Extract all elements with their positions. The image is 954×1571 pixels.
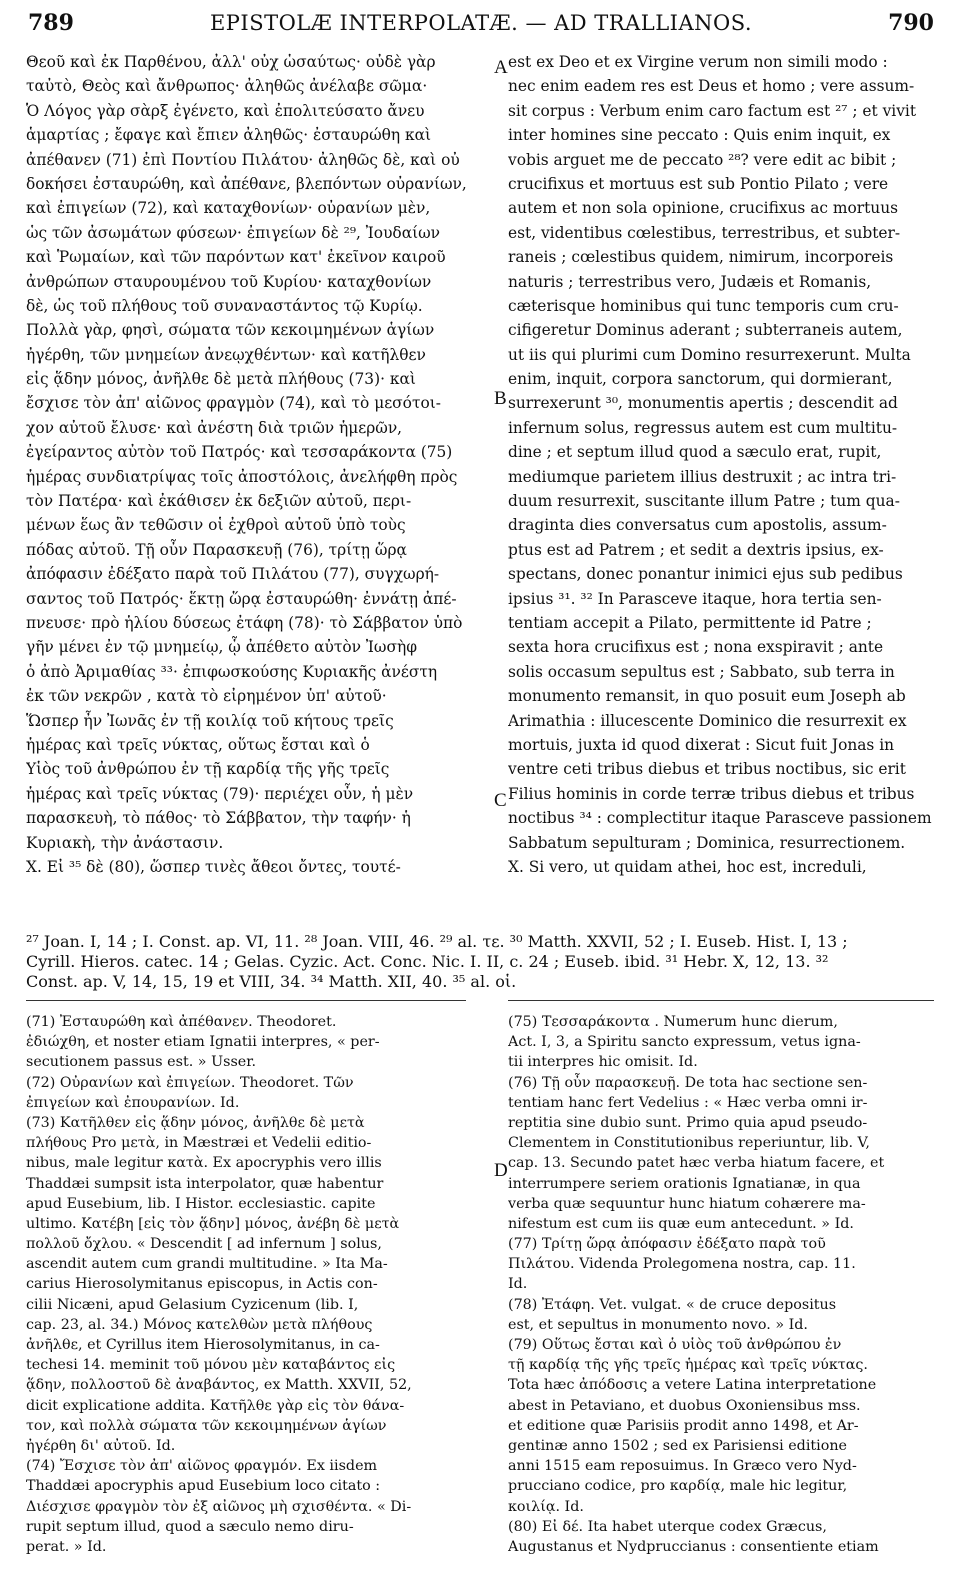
latin-text-line: ptus est ad Patrem ; et sedit a dextris ipsius, ex- — [508, 540, 884, 559]
latin-text-line: enim, inquit, corpora sanctorum, qui dormierant, — [508, 370, 893, 389]
latin-text-line: surrexerunt ³⁰, monumentis apertis ; descendit ad — [508, 394, 898, 413]
greek-text-line: ἠγέρθη, τῶν μνημείων ἀνεῳχθέντων· καὶ κατῆλθεν — [26, 345, 426, 364]
note-line: tii interpres hic omisit. Id. — [508, 1054, 698, 1071]
greek-text-line: ἀπέθανεν (71) ἐπὶ Ποντίου Πιλάτου· ἀληθῶς δὲ, καὶ οὐ — [26, 150, 460, 169]
notes-left-column — [26, 1012, 466, 1557]
latin-text-line: sit corpus : Verbum enim caro factum est ²⁷ ; et vivit — [508, 101, 917, 120]
note-line: τῇ καρδίᾳ τῆς γῆς τρεῖς ἡμέρας καὶ τρεῖς νύκτας. — [508, 1357, 868, 1374]
note-line: cilii Nicæni, apud Gelasium Cyzicenum (lib. I, — [26, 1296, 359, 1313]
greek-text-column — [26, 50, 491, 879]
latin-text-line: spectans, donec ponantur inimici ejus sub pedibus — [508, 565, 903, 584]
note-line: cap. 23, al. 34.) Μόνος κατελθὼν μετὰ πλήθους — [26, 1316, 373, 1333]
note-line: cap. 13. Secundo patet hæc verba hiatum facere, et — [508, 1155, 885, 1172]
latin-text-line: est ex Deo et ex Virgine verum non simili modo : — [508, 53, 888, 71]
note-line: (74) Ἔσχισε τὸν ἀπ' αἰῶνος φραγμόν. Ex iisdem — [26, 1458, 378, 1475]
left-page-number: 789 — [28, 10, 74, 36]
note-line: πολλοῦ ὄχλου. « Descendit [ ad infernum ] solus, — [26, 1236, 382, 1253]
note-line: nifestum est cum iis quæ eum antecedunt. » Id. — [508, 1215, 854, 1232]
latin-text-line: est, videntibus cœlestibus, terrestribus, et subter- — [508, 223, 901, 242]
greek-text-line: γῆν μένει ἐν τῷ μνημείῳ, ᾧ ἀπέθετο αὐτὸν Ἰωσὴφ — [26, 638, 417, 657]
note-line: nibus, male legitur κατὰ. Ex apocryphis vero illis — [26, 1155, 382, 1172]
greek-text-line: παρασκευὴ, τὸ πάθος· τὸ Σάββατον, τὴν ταφήν· ἡ — [26, 809, 411, 828]
note-line: τον, καὶ πολλὰ σώματα τῶν κεκοιμημένων ἁγίων — [26, 1417, 387, 1434]
note-line: interrumpere seriem orationis Ignatianæ, in qua — [508, 1175, 861, 1192]
note-line: πλήθους Pro μετὰ, in Mæstræi et Vedelii editio- — [26, 1135, 372, 1152]
note-line: est, et sepultus in monumento novo. » Id. — [508, 1316, 808, 1333]
greek-text-line: ἡμέρας συνδιατρίψας τοῖς ἀποστόλοις, ἀνελήφθη πρὸς — [26, 467, 458, 486]
note-line: Augustanus et Nydpruccianus : consentiente etiam — [508, 1538, 879, 1555]
latin-text-line: raneis ; cœlestibus quidem, nimirum, incorporeis — [508, 248, 894, 267]
note-line: tentiam hanc fert Vedelius : « Hæc verba omni ir- — [508, 1094, 868, 1111]
greek-text-line: ὁ ἀπὸ Ἀριμαθίας ³³· ἐπιφωσκούσης Κυριακῆς ἀνέστη — [26, 662, 438, 681]
footnote-line: Cyrill. Hieros. catec. 14 ; Gelas. Cyzic. Act. Conc. Nic. I. II, c. 24 ; Euseb. ibid. ³¹ Hebr. X, 12, 13. ³² — [26, 952, 829, 971]
latin-text-line: infernum solus, regressus autem est cum multitu- — [508, 418, 898, 437]
greek-text-line: ταὐτὸ, Θεὸς καὶ ἄνθρωπος· ἀληθῶς ἀνέλαβε σῶμα· — [26, 77, 428, 96]
latin-text-line: dine ; et septum illud quod a sæculo erat, rupit, — [508, 443, 882, 462]
notes-right-column — [508, 1012, 934, 1557]
latin-text-line: ipsius ³¹. ³² In Parasceve itaque, hora tertia sen- — [508, 589, 882, 608]
greek-text-line: ὡς τῶν ἀσωμάτων φύσεων· ἐπιγείων δὲ ²⁹, Ἰουδαίων — [26, 223, 441, 242]
note-line: dicit explicatione addita. Κατῆλθε γὰρ εἰς τὸν θάνα- — [26, 1397, 405, 1414]
section-marker-a: A — [494, 57, 508, 78]
latin-text-line: monumento remansit, in quo posuit eum Joseph ab — [508, 687, 906, 706]
latin-text-line: vobis arguet me de peccato ²⁸? vere edit ac bibit ; — [508, 150, 897, 169]
greek-text-line: σαντος τοῦ Πατρός· ἕκτῃ ὥρᾳ ἐσταυρώθη· ἐννάτῃ ἀπέ- — [26, 589, 457, 608]
note-line: apud Eusebium, lib. I Histor. ecclesiastic. capite — [26, 1195, 376, 1212]
latin-text-line: mediumque parietem illius destruxit ; ac intra tri- — [508, 467, 897, 486]
notes-divider-left — [26, 1000, 466, 1001]
greek-text-line: Κυριακὴ, τὴν ἀνάστασιν. — [26, 833, 224, 852]
greek-text-line: X. Εἰ ³⁵ δὲ (80), ὥσπερ τινὲς ἄθεοι ὄντες, τουτέ- — [26, 857, 401, 876]
greek-text-line: ἀνθρώπων σταυρουμένου τοῦ Κυρίου· καταχθονίων — [26, 272, 432, 291]
note-line: (76) Τῇ οὖν παρασκευῇ. De tota hac sectione sen- — [508, 1074, 868, 1091]
greek-text-line: Ὥσπερ ἦν Ἰωνᾶς ἐν τῇ κοιλίᾳ τοῦ κήτους τρεῖς — [26, 711, 394, 730]
note-line: et editione quæ Parisiis prodit anno 1498, et Ar- — [508, 1417, 859, 1434]
note-line: ἠγέρθη δι' αὐτοῦ. Id. — [26, 1437, 176, 1454]
greek-text-line: ἁμαρτίας ; ἔφαγε καὶ ἔπιεν ἀληθῶς· ἐσταυρώθη καὶ — [26, 126, 432, 145]
section-marker-c: C — [494, 790, 507, 811]
note-line: ἐπιγείων καὶ ἐπουρανίων. Id. — [26, 1094, 240, 1111]
note-line: (77) Τρίτῃ ὥρᾳ ἀπόφασιν ἐδέξατο παρὰ τοῦ — [508, 1236, 826, 1253]
right-page-number: 790 — [888, 10, 934, 36]
latin-text-column — [508, 50, 934, 879]
latin-text-line: ventre ceti tribus diebus et tribus noctibus, sic erit — [508, 760, 906, 779]
note-line: Πιλάτου. Videnda Prolegomena nostra, cap. 11. — [508, 1256, 856, 1273]
greek-text-line: ἐγείραντος αὐτὸν τοῦ Πατρός· καὶ τεσσαράκοντα (75) — [26, 443, 453, 462]
greek-text-line: μένων ἕως ἂν τεθῶσιν οἱ ἐχθροὶ αὐτοῦ ὑπὸ τοὺς — [26, 516, 406, 535]
greek-text-line: Ὁ Λόγος γὰρ σὰρξ ἐγένετο, καὶ ἐπολιτεύσατο ἄνευ — [26, 101, 425, 120]
footnotes — [26, 932, 934, 992]
latin-text-line: naturis ; terrestribus vero, Judæis et Romanis, — [508, 272, 872, 291]
latin-text-line: ut iis qui plurimi cum Domino resurrexerunt. Multa — [508, 345, 911, 364]
note-line: Διέσχισε φραγμὸν τὸν ἐξ αἰῶνος μὴ σχισθέντα. « Di- — [26, 1498, 412, 1515]
latin-text-line: cæterisque hominibus qui tunc temporis cum cru- — [508, 296, 899, 315]
note-line: Id. — [508, 1276, 528, 1293]
note-line: ᾅδην, πολλοστοῦ δὲ ἀναβάντος, ex Matth. XXVII, 52, — [26, 1377, 412, 1394]
running-header — [28, 10, 934, 40]
latin-text-line: Filius hominis in corde terræ tribus diebus et tribus — [508, 784, 915, 803]
section-marker-b: B — [494, 388, 507, 409]
latin-text-line: Sabbatum sepulturam ; Dominica, resurrectionem. — [508, 833, 906, 852]
note-line: ultimo. Κατέβη [εἰς τὸν ᾅδην] μόνος, ἀνέβη δὲ μετὰ — [26, 1215, 400, 1232]
latin-text-line: noctibus ³⁴ : complectitur itaque Parasceve passionem — [508, 809, 932, 828]
greek-text-line: ἡμέρας καὶ τρεῖς νύκτας, οὕτως ἔσται καὶ ὁ — [26, 735, 370, 754]
note-line: κοιλίᾳ. Id. — [508, 1498, 584, 1515]
note-line: secutionem passus est. » Usser. — [26, 1054, 257, 1071]
greek-text-line: ἡμέρας καὶ τρεῖς νύκτας (79)· περιέχει οὖν, ἡ μὲν — [26, 784, 414, 803]
greek-text-line: Πολλὰ γὰρ, φησὶ, σώματα τῶν κεκοιμημένων ἁγίων — [26, 321, 435, 340]
greek-text-line: ἔσχισε τὸν ἀπ' αἰῶνος φραγμὸν (74), καὶ τὸ μεσότοι- — [26, 394, 441, 413]
latin-text-line: X. Si vero, ut quidam athei, hoc est, increduli, — [508, 857, 867, 876]
greek-text-line: πόδας αὐτοῦ. Τῇ οὖν Παρασκευῇ (76), τρίτῃ ὥρᾳ — [26, 540, 407, 559]
note-line: abest in Petaviano, et duobus Oxoniensibus mss. — [508, 1397, 861, 1414]
greek-text-line: καὶ ἐπιγείων (72), καὶ καταχθονίων· οὐρανίων μὲν, — [26, 199, 431, 218]
greek-text-line: τὸν Πατέρα· καὶ ἐκάθισεν ἐκ δεξιῶν αὐτοῦ, περι- — [26, 492, 412, 511]
note-line: (71) Ἐσταυρώθη καὶ ἀπέθανεν. Theodoret. — [26, 1014, 337, 1030]
note-line: gentinæ anno 1502 ; sed ex Parisiensi editione — [508, 1437, 847, 1454]
latin-text-line: mortuis, juxta id quod dixerat : Sicut fuit Jonas in — [508, 735, 895, 754]
latin-text-line: inter homines sine peccato : Quis enim inquit, ex — [508, 126, 891, 145]
latin-text-line: sexta hora crucifixus est ; nona exspiravit ; ante — [508, 638, 884, 657]
note-line: ἐδιώχθη, et noster etiam Ignatii interpres, « per- — [26, 1034, 380, 1051]
note-line: Clementem in Constitutionibus reperiuntur, lib. V, — [508, 1135, 870, 1152]
greek-text-line: ἀπόφασιν ἐδέξατο παρὰ τοῦ Πιλάτου (77), συγχωρή- — [26, 565, 440, 584]
latin-text-line: Arimathia : illucescente Dominico die resurrexit ex — [508, 711, 907, 730]
greek-text-line: δὲ, ὡς τοῦ πλήθους τοῦ συναναστάντος τῷ Κυρίῳ. — [26, 296, 423, 315]
note-line: (79) Οὕτως ἔσται καὶ ὁ υἱὸς τοῦ ἀνθρώπου ἐν — [508, 1337, 842, 1353]
greek-text-line: χον αὐτοῦ ἔλυσε· καὶ ἀνέστη διὰ τριῶν ἡμερῶν, — [26, 418, 403, 437]
note-line: (73) Κατῆλθεν εἰς ᾅδην μόνος, ἀνῆλθε δὲ μετὰ — [26, 1114, 365, 1131]
latin-text-line: autem et non sola opinione, crucifixus ac mortuus — [508, 199, 899, 218]
note-line: Tota hæc ἀπόδοσις a vetere Latina interpretatione — [508, 1377, 877, 1394]
latin-text-line: nec enim eadem res est Deus et homo ; vere assum- — [508, 77, 915, 96]
section-marker-d: D — [494, 1160, 508, 1181]
footnote-line: ²⁷ Joan. I, 14 ; I. Const. ap. VI, 11. ²⁸ Joan. VIII, 46. ²⁹ al. τε. ³⁰ Matth. XXVII, 52 ; I. Euseb. Hist. I, 13 ; — [26, 932, 848, 951]
note-line: carius Hierosolymitanus episcopus, in Actis con- — [26, 1276, 378, 1293]
latin-text-line: cifigeretur Dominus aderant ; subterraneis autem, — [508, 321, 903, 340]
latin-text-line: solis occasum sepultus est ; Sabbato, sub terra in — [508, 662, 895, 681]
latin-text-line: draginta dies conversatus cum apostolis, assum- — [508, 516, 887, 535]
note-line: ἀνῆλθε, et Cyrillus item Hierosolymitanus, in ca- — [26, 1337, 380, 1353]
greek-text-line: δοκήσει ἐσταυρώθη, καὶ ἀπέθανε, βλεπόντων οὐρανίων, — [26, 174, 467, 193]
note-line: Act. I, 3, a Spiritu sancto expressum, vetus igna- — [508, 1034, 861, 1051]
note-line: Thaddæi sumpsit ista interpolator, quæ habentur — [26, 1175, 384, 1192]
greek-text-line: Υἱὸς τοῦ ἀνθρώπου ἐν τῇ καρδίᾳ τῆς γῆς τρεῖς — [26, 760, 390, 779]
footnote-line: Const. ap. V, 14, 15, 19 et VIII, 34. ³⁴ Matth. XII, 40. ³⁵ al. οἱ. — [26, 972, 517, 991]
note-line: (78) Ἐτάφη. Vet. vulgat. « de cruce depositus — [508, 1296, 837, 1313]
greek-text-line: εἰς ᾅδην μόνος, ἀνῆλθε δὲ μετὰ πλήθους (73)· καὶ — [26, 370, 416, 389]
greek-text-line: πνευσε· πρὸ ἡλίου δύσεως ἐτάφη (78)· τὸ Σάββατον ὑπὸ — [26, 613, 463, 632]
note-line: (72) Οὐρανίων καὶ ἐπιγείων. Theodoret. Τῶν — [26, 1074, 354, 1091]
note-line: verba quæ sequuntur hunc hiatum cohærere ma- — [508, 1195, 866, 1212]
notes-divider-right — [508, 1000, 934, 1001]
latin-text-line: crucifixus et mortuus est sub Pontio Pilato ; vere — [508, 174, 889, 193]
running-title: EPISTOLÆ INTERPOLATÆ. — AD TRALLIANOS. — [209, 11, 753, 35]
greek-text-line: ἐκ τῶν νεκρῶν , κατὰ τὸ εἰρημένον ὑπ' αὐτοῦ· — [26, 687, 387, 706]
note-line: prucciano codice, pro καρδίᾳ, male hic legitur, — [508, 1478, 848, 1495]
latin-text-line: tentiam accepit a Pilato, permittente id Patre ; — [508, 613, 872, 632]
note-line: ascendit autem cum grandi multitudine. » Ita Ma- — [26, 1256, 388, 1273]
note-line: (75) Τεσσαράκοντα . Numerum hunc dierum, — [508, 1014, 838, 1030]
note-line: perat. » Id. — [26, 1538, 107, 1555]
note-line: Thaddæi apocryphis apud Eusebium loco citato : — [26, 1478, 381, 1495]
latin-text-line: duum resurrexit, suscitante illum Patre ; tum qua- — [508, 492, 900, 511]
note-line: reptitia sine dubio sunt. Primo quia apud pseudo- — [508, 1114, 868, 1131]
note-line: techesi 14. meminit τοῦ μόνου μὲν καταβάντος εἰς — [26, 1357, 396, 1374]
note-line: rupit septum illud, quod a sæculo nemo diru- — [26, 1518, 354, 1535]
note-line: anni 1515 eam reposuimus. In Græco vero Nyd- — [508, 1458, 857, 1475]
note-line: (80) Εἰ δέ. Ita habet uterque codex Græcus, — [508, 1518, 827, 1535]
greek-text-line: Θεοῦ καὶ ἐκ Παρθένου, ἀλλ' οὐχ ὡσαύτως· οὐδὲ γὰρ — [26, 53, 436, 71]
greek-text-line: καὶ Ῥωμαίων, καὶ τῶν παρόντων κατ' ἐκεῖνον καιροῦ — [26, 248, 446, 267]
